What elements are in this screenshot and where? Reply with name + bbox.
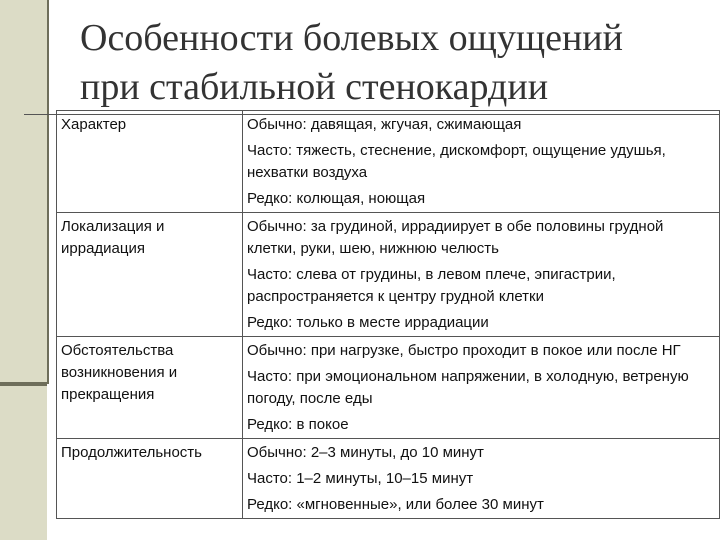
- detail-text: Часто: слева от грудины, в левом плече, эпигастрии, распространяется к центру грудной клетки: [247, 266, 616, 305]
- slide-title-line: Особенности болевых ощущений: [80, 17, 623, 59]
- decorative-side-band: [0, 0, 47, 540]
- detail-text: Редко: «мгновенные», или более 30 минут: [247, 496, 544, 513]
- detail-text: Обычно: при нагрузке, быстро проходит в покое или после НГ: [247, 342, 681, 359]
- row-label-cell: [57, 337, 243, 439]
- row-label-cell: [57, 111, 243, 213]
- row-label: Обстоятельства возникновения и прекращения: [61, 342, 178, 403]
- detail-text: Часто: тяжесть, стеснение, дискомфорт, ощущение удушья, нехватки воздуха: [247, 142, 666, 181]
- detail-text: Часто: 1–2 минуты, 10–15 минут: [247, 470, 474, 487]
- detail-text: Обычно: 2–3 минуты, до 10 минут: [247, 444, 484, 461]
- table-row: [57, 439, 720, 519]
- slide-title-line: при стабильной стенокардии: [80, 66, 549, 108]
- detail-text: Часто: при эмоциональном напряжении, в холодную, ветреную погоду, после еды: [247, 368, 689, 407]
- table-row: [57, 111, 720, 213]
- row-label-cell: [57, 439, 243, 519]
- detail-text: Редко: только в месте иррадиации: [247, 314, 489, 331]
- row-label: Локализация и иррадиация: [61, 218, 165, 257]
- detail-text: Редко: в покое: [247, 416, 349, 433]
- table-row: [57, 213, 720, 337]
- table-row: [57, 337, 720, 439]
- row-label: Продолжительность: [61, 444, 202, 461]
- row-details-cell: [243, 111, 720, 213]
- detail-text: Обычно: за грудиной, иррадиирует в обе половины грудной клетки, руки, шею, нижнюю челюсть: [247, 218, 664, 257]
- row-details-cell: [243, 337, 720, 439]
- pain-characteristics-table: [56, 110, 720, 519]
- row-label: Характер: [61, 116, 127, 133]
- decorative-vertical-rule: [47, 0, 49, 384]
- row-label-cell: [57, 213, 243, 337]
- slide-title: [80, 14, 700, 112]
- row-details-cell: [243, 439, 720, 519]
- detail-text: Редко: колющая, ноющая: [247, 190, 426, 207]
- row-details-cell: [243, 213, 720, 337]
- decorative-horizontal-rule: [0, 382, 47, 386]
- detail-text: Обычно: давящая, жгучая, сжимающая: [247, 116, 522, 133]
